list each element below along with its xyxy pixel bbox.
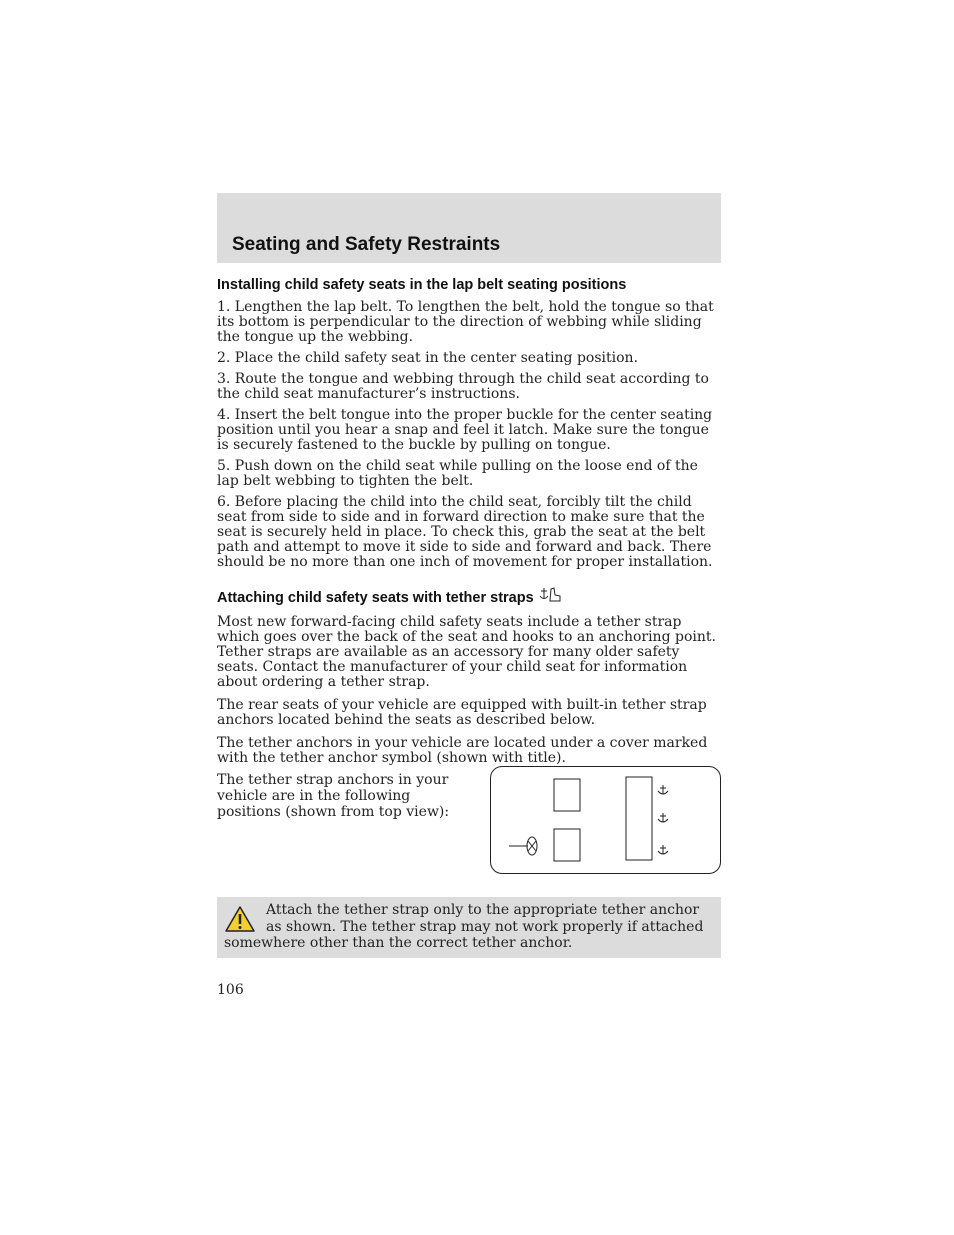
step-6: 6. Before placing the child into the child seat, forcibly tilt the child seat from side to side and in forward direction to make sure that the seat is securely held in place. To check this, grab the seat at the belt path and attempt to move it side to side and forward and back. There should be no more than one inch of movement for proper installation. bbox=[217, 494, 713, 570]
step-1: 1. Lengthen the lap belt. To lengthen the belt, hold the tongue so that its bottom is perpendicular to the direction of webbing while sliding the tongue up the webbing. bbox=[217, 299, 714, 345]
tether-paragraph-2: The rear seats of your vehicle are equipped with built-in tether strap anchors located behind the seats as described below. bbox=[217, 697, 707, 728]
section-heading-tether-label: Attaching child safety seats with tether straps bbox=[217, 589, 534, 606]
tether-paragraph-1: Most new forward-facing child safety seats include a tether strap which goes over the back of the seat and hooks to an anchoring point. Tether straps are available as an accessory for many older safety seats. Contact the manufacturer of your child seat for information about ordering a tether strap. bbox=[217, 614, 716, 690]
anchor-icon bbox=[658, 813, 668, 822]
section-heading-tether bbox=[217, 586, 721, 610]
diagram-row bbox=[217, 772, 721, 874]
tether-anchor-diagram bbox=[490, 766, 721, 874]
driver-seat bbox=[554, 829, 580, 861]
rear-bench-seat bbox=[626, 777, 652, 860]
warning-box bbox=[217, 897, 721, 958]
warning-text-block bbox=[224, 902, 714, 952]
section-header bbox=[217, 193, 721, 263]
tether-paragraph-3: The tether anchors in your vehicle are located under a cover marked with the tether anchor symbol (shown with title). bbox=[217, 735, 708, 766]
step-2: 2. Place the child safety seat in the center seating position. bbox=[217, 350, 639, 366]
anchor-icon bbox=[658, 845, 668, 854]
vehicle-top-view bbox=[491, 767, 720, 873]
section-heading-lap-belt: Installing child safety seats in the lap belt seating positions bbox=[217, 277, 627, 293]
step-3: 3. Route the tongue and webbing through the child seat according to the child seat manufacturer’s instructions. bbox=[217, 371, 709, 402]
step-4: 4. Insert the belt tongue into the proper buckle for the center seating position until you hear a snap and feel it latch. Make sure the tongue is securely fastened to the buckle by pulling on tongue. bbox=[217, 407, 713, 453]
main-content bbox=[217, 276, 721, 874]
front-passenger-seat bbox=[554, 779, 580, 811]
page-title: Seating and Safety Restraints bbox=[232, 234, 501, 255]
tether-anchor-seat-icon bbox=[539, 586, 561, 610]
warning-text: Attach the tether strap only to the appropriate tether anchor as shown. The tether strap may not work properly if attached somewhere other than the correct tether anchor. bbox=[224, 902, 704, 951]
anchor-icon bbox=[658, 785, 668, 794]
diagram-caption: The tether strap anchors in your vehicle are in the following positions (shown from top view): bbox=[217, 772, 450, 820]
steering-wheel-icon bbox=[509, 837, 537, 855]
page-number: 106 bbox=[217, 982, 244, 998]
step-5: 5. Push down on the child seat while pulling on the loose end of the lap belt webbing to tighten the belt. bbox=[217, 458, 698, 489]
